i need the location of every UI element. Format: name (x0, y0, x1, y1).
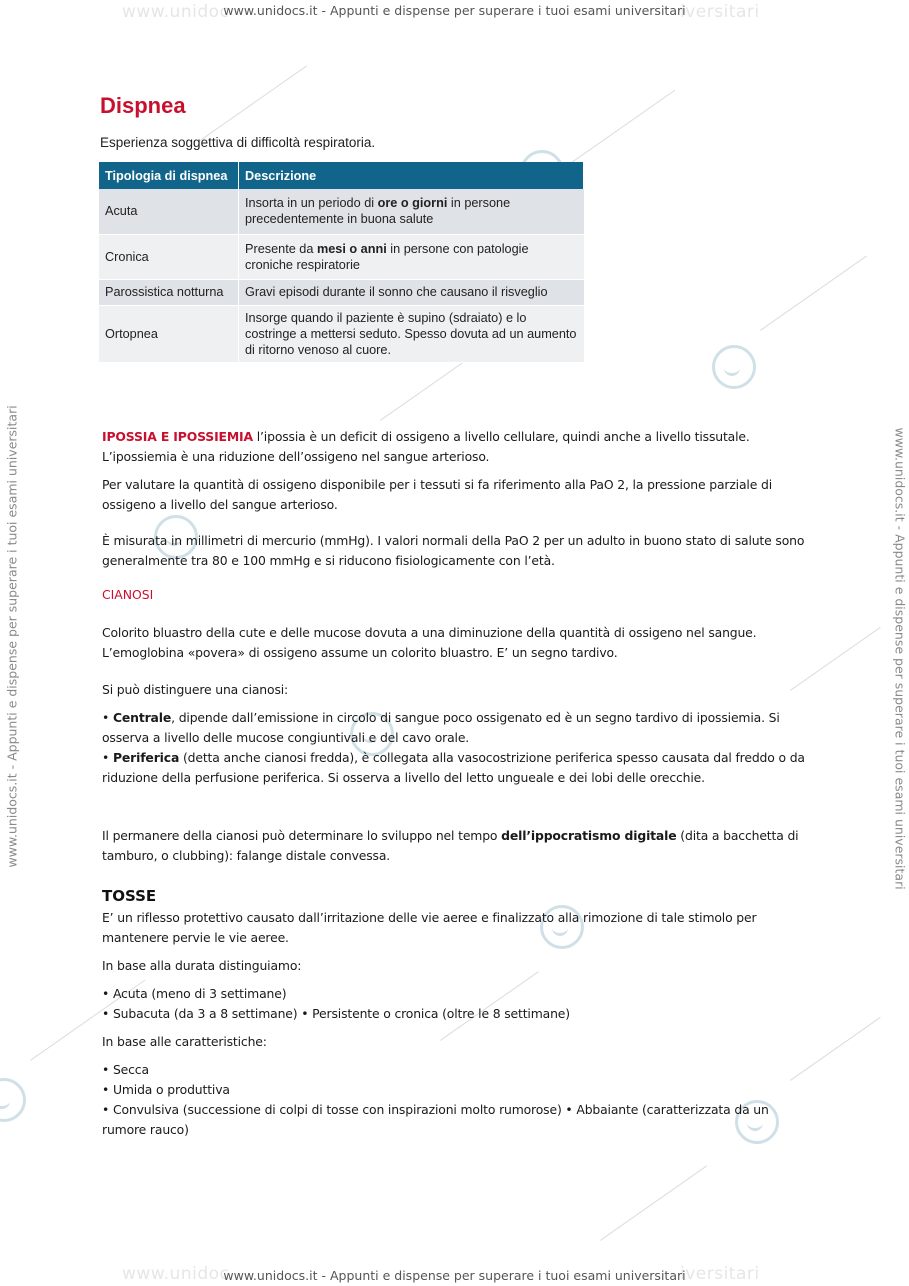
ipossia-label: IPOSSIA E IPOSSIEMIA (102, 429, 253, 444)
cianosi-list (102, 708, 807, 788)
tosse-paragraph-1: E’ un riflesso protettivo causato dall’irritazione delle vie aeree e finalizzato alla rimozione di tale stimolo per mantenere pervie le vie aeree. (102, 910, 757, 945)
watermark-ghost-right: iversitari (680, 1264, 760, 1284)
ipossia-paragraph-2: Per valutare la quantità di ossigeno disponibile per i tessuti si fa riferimento alla PaO 2, la pressione parziale di ossigeno a livello del sangue arterioso. (102, 477, 772, 512)
watermark-ghost-right: iversitari (680, 2, 760, 22)
cianosi-paragraph-2: Si può distinguere una cianosi: (102, 682, 289, 697)
table-header-description: Descrizione (239, 162, 584, 189)
tosse-durata-intro: In base alla durata distinguiamo: (102, 958, 302, 973)
tosse-heading: TOSSE (102, 887, 157, 905)
table-cell-description: Presente da mesi o anni in persone con patologie croniche respiratorie (239, 234, 584, 279)
list-item: • Umida o produttiva (102, 1082, 230, 1097)
watermark-line (560, 90, 675, 171)
watermark-line (200, 65, 307, 140)
table-row (99, 234, 584, 279)
table-cell-description: Insorta in un periodo di ore o giorni in persone precedentemente in buona salute (239, 189, 584, 234)
watermark-side-left: www.unidocs.it - Appunti e dispense per superare i tuoi esami universitari (4, 405, 20, 868)
ipossia-paragraph-1: IPOSSIA E IPOSSIEMIA l’ipossia è un deficit di ossigeno a livello cellulare, quindi anche a livello tissutale. L’ipossiemia è una riduzione dell’ossigeno nel sangue arterioso. (102, 429, 750, 464)
table-row (99, 305, 584, 362)
list-item: • Acuta (meno di 3 settimane) (102, 986, 287, 1001)
page-title: Dispnea (100, 93, 186, 118)
tosse-durata-list (102, 984, 807, 1024)
watermark-ghost-left: www.unidoc (122, 2, 230, 22)
table-cell-type: Ortopnea (99, 305, 239, 362)
watermark-ghost-left: www.unidoc (122, 1264, 230, 1284)
table-cell-type: Cronica (99, 234, 239, 279)
watermark-logo-icon (0, 1078, 26, 1122)
table-cell-description: Gravi episodi durante il sonno che causano il risveglio (239, 279, 584, 305)
page-subtitle: Esperienza soggettiva di difficoltà respiratoria. (100, 135, 376, 150)
list-item: • Secca (102, 1062, 149, 1077)
watermark-side-right: www.unidocs.it - Appunti e dispense per superare i tuoi esami universitari (892, 427, 908, 890)
cianosi-paragraph-4: Il permanere della cianosi può determinare lo sviluppo nel tempo dell’ippocratismo digitale (dita a bacchetta di tamburo, o clubbing): falange distale convessa. (102, 828, 799, 863)
ipossia-paragraph-3: È misurata in millimetri di mercurio (mmHg). I valori normali della PaO 2 per un adulto in buono stato di salute sono generalmente tra 80 e 100 mmHg e si riducono fisiologicamente con l’età. (102, 533, 805, 568)
list-item: • Periferica (detta anche cianosi fredda), è collegata alla vasocostrizione periferica spesso causata dal freddo o da riduzione della perfusione periferica. Si osserva a livello del letto ungueale e dei lobi delle orecchie. (102, 750, 805, 785)
table-header-type: Tipologia di dispnea (99, 162, 239, 189)
table-cell-type: Parossistica notturna (99, 279, 239, 305)
watermark-line (760, 255, 867, 330)
cianosi-paragraph-1: Colorito bluastro della cute e delle mucose dovuta a una diminuzione della quantità di ossigeno nel sangue. L’emoglobina «povera» di ossigeno assume un colorito bluastro. E’ un segno tardivo. (102, 625, 757, 660)
table-header-row (99, 162, 584, 189)
table-cell-description: Insorge quando il paziente è supino (sdraiato) e lo costringe a mettersi seduto. Spesso dovuta ad un aumento di ritorno venoso al cuore. (239, 305, 584, 362)
table-cell-type: Acuta (99, 189, 239, 234)
table-row (99, 279, 584, 305)
dyspnea-table (99, 162, 584, 363)
list-item: • Centrale, dipende dall’emissione in circolo di sangue poco ossigenato ed è un segno tardivo di ipossiemia. Si osserva a livello delle mucose congiuntivali e del cavo orale. (102, 710, 780, 745)
watermark-logo-icon (712, 345, 756, 389)
list-item: • Convulsiva (successione di colpi di tosse con inspirazioni molto rumorose) • Abbaiante (caratterizzata da un rumore rauco) (102, 1102, 769, 1137)
watermark-footer[interactable]: www.unidocs.it - Appunti e dispense per superare i tuoi esami universitari (223, 1268, 686, 1283)
list-item: • Subacuta (da 3 a 8 settimane) • Persistente o cronica (oltre le 8 settimane) (102, 1006, 570, 1021)
table-row (99, 189, 584, 234)
tosse-caratt-list (102, 1060, 807, 1140)
cianosi-label: CIANOSI (102, 587, 154, 602)
tosse-caratt-intro: In base alle caratteristiche: (102, 1034, 267, 1049)
watermark-line (600, 1165, 707, 1240)
watermark-header[interactable]: www.unidocs.it - Appunti e dispense per superare i tuoi esami universitari (223, 3, 686, 18)
